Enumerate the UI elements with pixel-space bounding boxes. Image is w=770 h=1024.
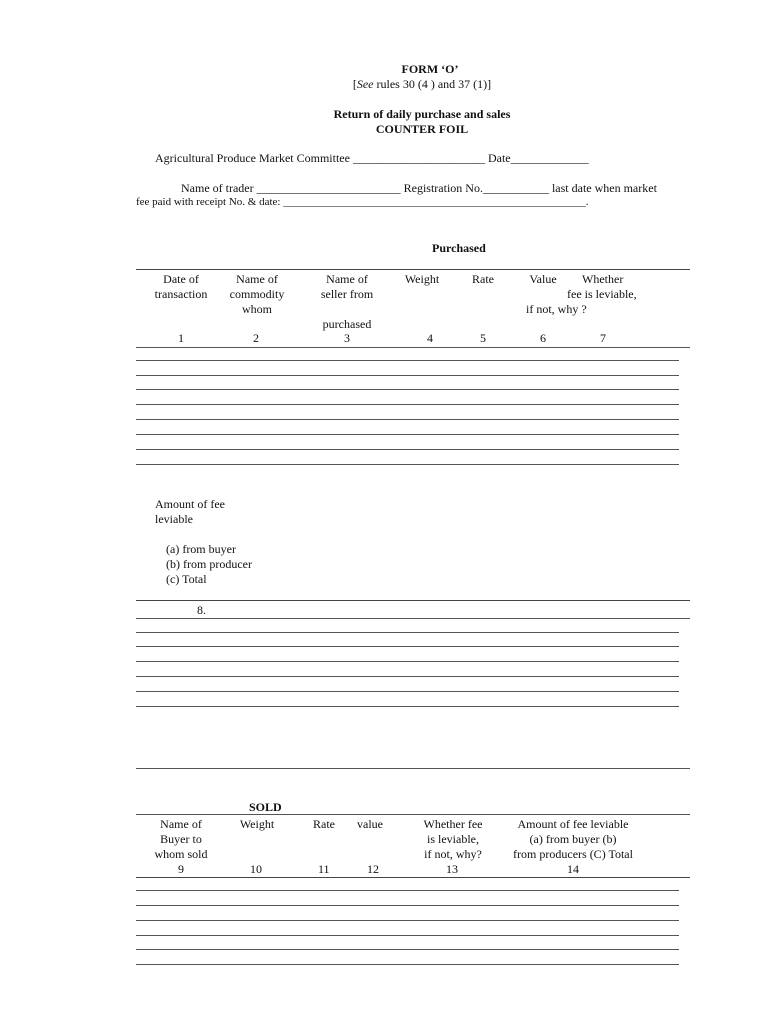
sold-col-13-header: Whether fee is leviable, if not, why?	[423, 817, 483, 861]
sold-col-14-header: Amount of fee leviable (a) from buyer (b) from producers (C) Total	[513, 817, 633, 861]
form-title: FORM ‘O’	[401, 62, 459, 76]
committee-date-field: Agricultural Produce Market Committee ______________________ Date_____________	[155, 151, 589, 165]
sold-col-num-14: 14	[567, 862, 579, 876]
purchased-col-1-header: Date of transaction	[154, 272, 208, 301]
purchased-col-2-header: Name of commodity whom	[229, 272, 285, 316]
rules-ref-rest: rules 30 (4 ) and 37 (1)]	[373, 77, 492, 91]
sold-row-line	[136, 964, 679, 965]
purchased-header-rule	[136, 347, 690, 348]
purchased-col-num-6: 6	[540, 331, 546, 345]
sold-col-num-11: 11	[318, 862, 330, 876]
fee-heading: Amount of fee	[155, 497, 225, 511]
sold-row-line	[136, 890, 679, 891]
purchased-row-line	[136, 404, 679, 405]
fee-row-line	[136, 661, 679, 662]
rules-ref-prefix: [	[352, 77, 357, 91]
purchased-col-num-7: 7	[600, 331, 606, 345]
sold-col-num-9: 9	[178, 862, 184, 876]
fee-col-num: 8.	[197, 603, 206, 617]
sold-col-num-13: 13	[446, 862, 458, 876]
fee-item-total: (c) Total	[166, 572, 207, 586]
purchased-col-num-2: 2	[253, 331, 259, 345]
sold-col-num-10: 10	[250, 862, 262, 876]
fee-row-line	[136, 691, 679, 692]
sold-col-9-header: Name of Buyer to whom sold	[154, 817, 208, 861]
fee-top-rule	[136, 600, 690, 601]
fee-item-producer: (b) from producer	[166, 557, 252, 571]
rules-reference	[0, 77, 770, 92]
purchased-col-num-5: 5	[480, 331, 486, 345]
purchased-col-4-header: Weight	[404, 272, 440, 286]
sold-row-line	[136, 949, 679, 950]
purchased-col-3-header: Name of seller from purchased	[320, 272, 374, 331]
fee-header-rule	[136, 618, 690, 619]
purchased-col-num-3: 3	[344, 331, 350, 345]
sold-col-10-header: Weight	[239, 817, 275, 831]
fee-row-line	[136, 646, 679, 647]
fee-heading-2: leviable	[155, 512, 193, 526]
form-subtitle: Return of daily purchase and sales	[333, 107, 511, 121]
fee-receipt-field: fee paid with receipt No. & date: _______________________________________________________.	[136, 196, 589, 208]
sold-row-line	[136, 920, 679, 921]
purchased-top-rule	[136, 269, 690, 270]
sold-row-line	[136, 935, 679, 936]
sold-col-11-header: Rate	[313, 817, 335, 831]
fee-item-buyer: (a) from buyer	[166, 542, 236, 556]
purchased-row-line	[136, 419, 679, 420]
sold-col-12-header: value	[357, 817, 383, 831]
fee-row-line	[136, 676, 679, 677]
purchased-col-num-1: 1	[178, 331, 184, 345]
fee-row-line	[136, 706, 679, 707]
purchased-row-line	[136, 389, 679, 390]
fee-row-line	[136, 632, 679, 633]
purchased-col-num-4: 4	[427, 331, 433, 345]
sold-title: SOLD	[249, 800, 282, 814]
purchased-row-line	[136, 464, 679, 465]
purchased-col-7-header: Whether fee is leviable, if not, why ?	[526, 272, 637, 316]
purchased-col-5-header: Rate	[472, 272, 494, 286]
purchased-row-line	[136, 449, 679, 450]
sold-row-line	[136, 905, 679, 906]
trader-registration-field: Name of trader ________________________ Registration No.___________ last date when market	[181, 181, 657, 195]
purchased-row-line	[136, 360, 679, 361]
sold-header-rule	[136, 877, 690, 878]
purchased-title: Purchased	[432, 241, 486, 255]
section-divider	[136, 768, 690, 769]
purchased-row-line	[136, 434, 679, 435]
counter-foil-heading: COUNTER FOIL	[375, 122, 469, 136]
purchased-col-6-header: Value	[529, 272, 557, 286]
rules-ref-see: See	[356, 77, 374, 91]
sold-top-rule	[136, 814, 690, 815]
sold-col-num-12: 12	[367, 862, 379, 876]
purchased-row-line	[136, 375, 679, 376]
